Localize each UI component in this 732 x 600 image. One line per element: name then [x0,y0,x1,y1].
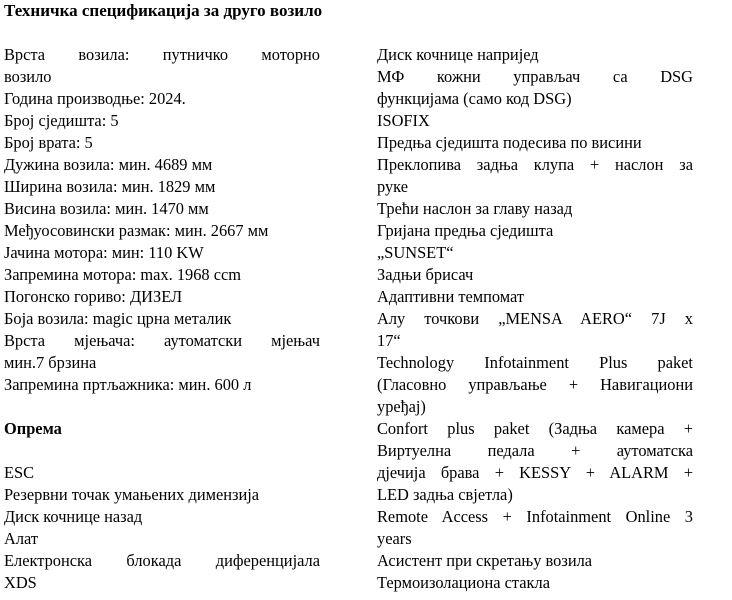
spacer [4,396,320,418]
spec-line: Врста мјењача: аутоматски мјењач [4,331,320,350]
equipment-item: Гријана предња сједишта [377,221,554,240]
spec-line: Ширина возила: мин. 1829 мм [4,177,216,196]
equipment-item: Електронска блокада диференцијала [4,551,320,570]
equipment-item: Предња сједишта подесива по висини [377,133,642,152]
equipment-item: Technology Infotainment Plus paket [377,353,693,372]
equipment-item: ISOFIX [377,111,430,130]
equipment-item: XDS [4,573,37,592]
equipment-item: Confort plus paket (Задња камера + [377,419,693,438]
equipment-item: ESC [4,463,35,482]
equipment-item: Трећи наслон за главу назад [377,199,573,218]
equipment-item: Преклопива задња клупа + наслон за [377,155,693,174]
equipment-item: Асистент при скретању возила [377,551,593,570]
equipment-item: дјечија брава + KESSY + ALARM + [377,463,693,482]
equipment-item: уређај) [377,397,426,416]
spec-line: возило [4,67,52,86]
equipment-item: 17“ [377,331,401,350]
equipment-item: Диск кочнице напријед [377,45,539,64]
equipment-heading: Опрема [4,419,62,438]
equipment-item: Резервни точак умањених димензија [4,485,260,504]
spacer [4,440,320,462]
equipment-item: функцијама (само код DSG) [377,89,572,108]
spec-line: Запремина мотора: max. 1968 ccm [4,265,242,284]
spec-line: Запремина пртљажника: мин. 600 л [4,375,252,394]
equipment-item: Адаптивни темпомат [377,287,525,306]
spec-line: Погонско гориво: ДИЗЕЛ [4,287,183,306]
equipment-item: руке [377,177,409,196]
equipment-item: Алат [4,529,39,548]
equipment-item: Термоизолациона стакла [377,573,550,592]
spec-line: Јачина мотора: мин: 110 KW [4,243,204,262]
equipment-item: Remote Access + Infotainment Online 3 [377,507,693,526]
spec-line: Боја возила: magic црна металик [4,309,232,328]
spec-line: Висина возила: мин. 1470 мм [4,199,209,218]
spec-line: мин.7 брзина [4,353,97,372]
equipment-item: (Гласовно управљање + Навигациони [377,375,693,394]
equipment-item: Виртуелна педала + аутоматска [377,441,693,460]
equipment-item: Диск кочнице назад [4,507,143,526]
equipment-item: „SUNSET“ [377,243,454,262]
equipment-item: МФ кожни управљач са DSG [377,67,693,86]
right-column [377,44,693,594]
left-column [4,44,320,594]
spec-line: Врста возила: путничко моторно [4,45,320,64]
spec-line: Међуосовински размак: мин. 2667 мм [4,221,269,240]
spec-line: Година производње: 2024. [4,89,186,108]
document-title: Техничка спецификација за друго возило [4,1,323,20]
equipment-item: Алу точкови „MENSA AERO“ 7J x [377,309,693,328]
equipment-item: LED задња свјетла) [377,485,513,504]
equipment-item: Задњи брисач [377,265,474,284]
spec-line: Број врата: 5 [4,133,93,152]
spec-line: Број сједишта: 5 [4,111,119,130]
spec-line: Дужина возила: мин. 4689 мм [4,155,213,174]
equipment-item: years [377,529,412,548]
